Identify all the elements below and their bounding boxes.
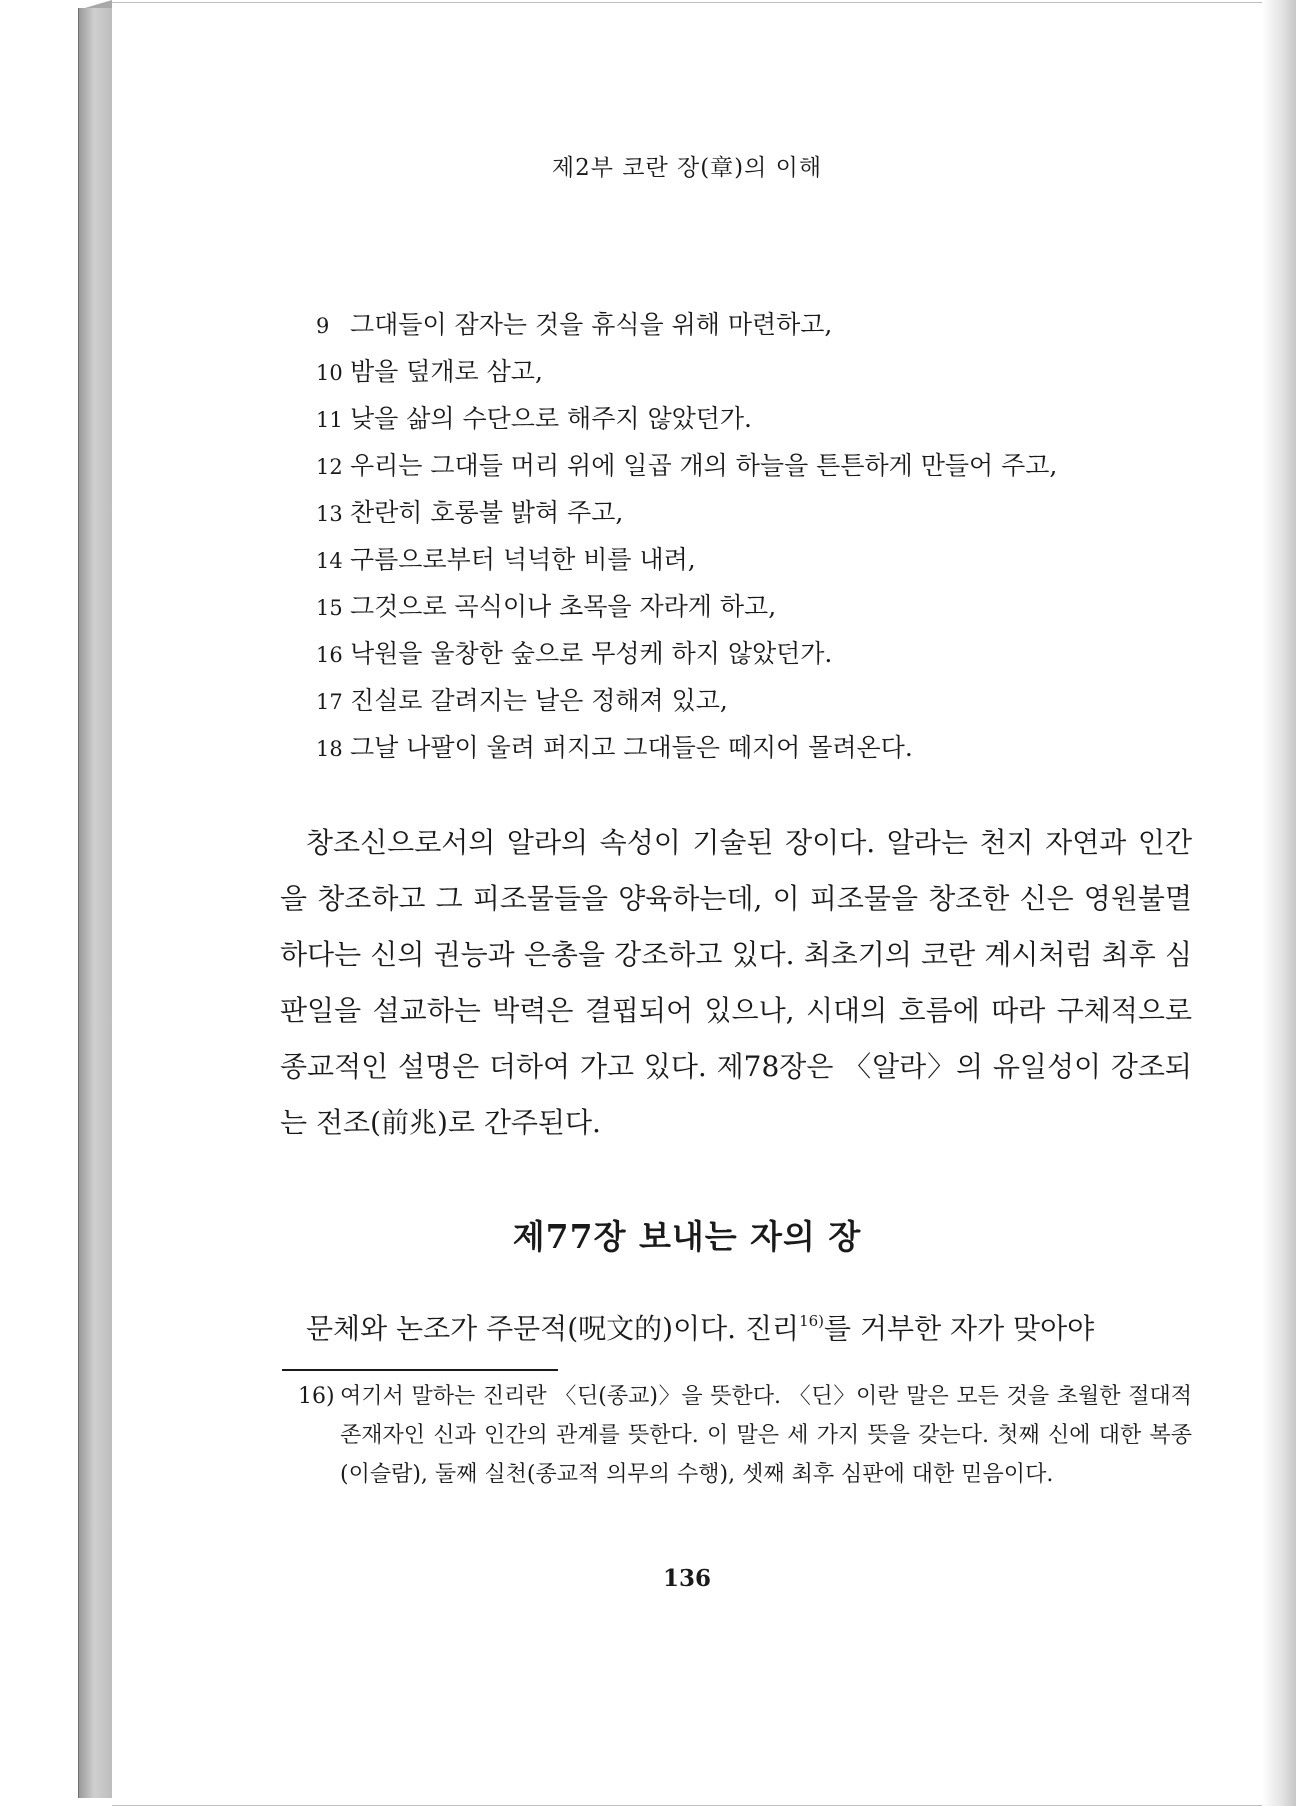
verse-line: [316, 301, 1216, 348]
verse-list: [316, 301, 1216, 771]
verse-line: [316, 348, 1216, 395]
intro-text-after: 를 거부한 자가 맞아야: [824, 1312, 1095, 1345]
verse-line: [316, 442, 1216, 489]
verse-number: 12: [316, 455, 343, 479]
verse-number: 9: [316, 314, 330, 338]
verse-text: 우리는 그대들 머리 위에 일곱 개의 하늘을 튼튼하게 만들어 주고,: [350, 451, 1058, 480]
verse-number: 15: [316, 596, 343, 620]
page-edge-shadow: [1262, 0, 1296, 1806]
footnote-divider: [282, 1369, 558, 1371]
verse-number: 11: [316, 408, 343, 432]
intro-text-before: 문체와 논조가 주문적(呪文的)이다. 진리: [306, 1312, 800, 1345]
footnote-reference[interactable]: 16): [799, 1312, 825, 1330]
verse-text: 낮을 삶의 수단으로 해주지 않았던가.: [350, 404, 752, 433]
verse-line: [316, 536, 1216, 583]
footnote: [298, 1377, 1192, 1494]
verse-line: [316, 724, 1216, 771]
chapter-heading: 제77장 보내는 자의 장: [512, 1217, 862, 1256]
verse-line: [316, 395, 1216, 442]
verse-line: [316, 630, 1216, 677]
verse-line: [316, 583, 1216, 630]
verse-text: 그날 나팔이 울려 퍼지고 그대들은 떼지어 몰려온다.: [350, 733, 913, 762]
footnote-number: 16): [298, 1384, 335, 1409]
verse-text: 낙원을 울창한 숲으로 무성케 하지 않았던가.: [350, 639, 833, 668]
verse-line: [316, 489, 1216, 536]
page: [112, 2, 1262, 1806]
verse-line: [316, 677, 1216, 724]
verse-text: 밤을 덮개로 삼고,: [350, 357, 543, 386]
verse-text: 그대들이 잠자는 것을 휴식을 위해 마련하고,: [350, 310, 833, 339]
footnote-text: 여기서 말하는 진리란 〈딘(종교)〉을 뜻한다. 〈딘〉이란 말은 모든 것을 초월한 절대적 존재자인 신과 인간의 관계를 뜻한다. 이 말은 세 가지 뜻을 갖는다. 첫째 신에 대한 복종(이슬람), 둘째 실천(종교적 의무의 수행), 셋째 최후 심판에 대한 믿음이다.: [340, 1384, 1192, 1487]
book: [78, 0, 1296, 1806]
running-head: 제2부 코란 장(章)의 이해: [551, 155, 823, 181]
verse-number: 17: [316, 690, 343, 714]
verse-number: 10: [316, 361, 343, 385]
verse-number: 16: [316, 643, 343, 667]
page-number: 136: [662, 1565, 711, 1592]
verse-text: 구름으로부터 넉넉한 비를 내려,: [350, 545, 696, 574]
chapter-intro: [306, 1309, 1192, 1349]
verse-text: 진실로 갈려지는 날은 정해져 있고,: [350, 686, 728, 715]
verse-number: 14: [316, 549, 343, 573]
verse-text: 그것으로 곡식이나 초목을 자라게 하고,: [350, 592, 777, 621]
verse-text: 찬란히 호롱불 밝혀 주고,: [350, 498, 624, 527]
book-spine: [78, 8, 113, 1798]
verse-number: 18: [316, 737, 343, 761]
verse-number: 13: [316, 502, 343, 526]
commentary-paragraph: 창조신으로서의 알라의 속성이 기술된 장이다. 알라는 천지 자연과 인간을 창조하고 그 피조물들을 양육하는데, 이 피조물을 창조한 신은 영원불멸하다는 신의 권능과 은총을 강조하고 있다. 최초기의 코란 계시처럼 최후 심판일을 설교하는 박력은 결핍되어 있으나, 시대의 흐름에 따라 구체적으로 종교적인 설명은 더하여 가고 있다. 제78장은 〈알라〉의 유일성이 강조되는 전조(前兆)로 간주된다.: [280, 826, 1192, 1139]
